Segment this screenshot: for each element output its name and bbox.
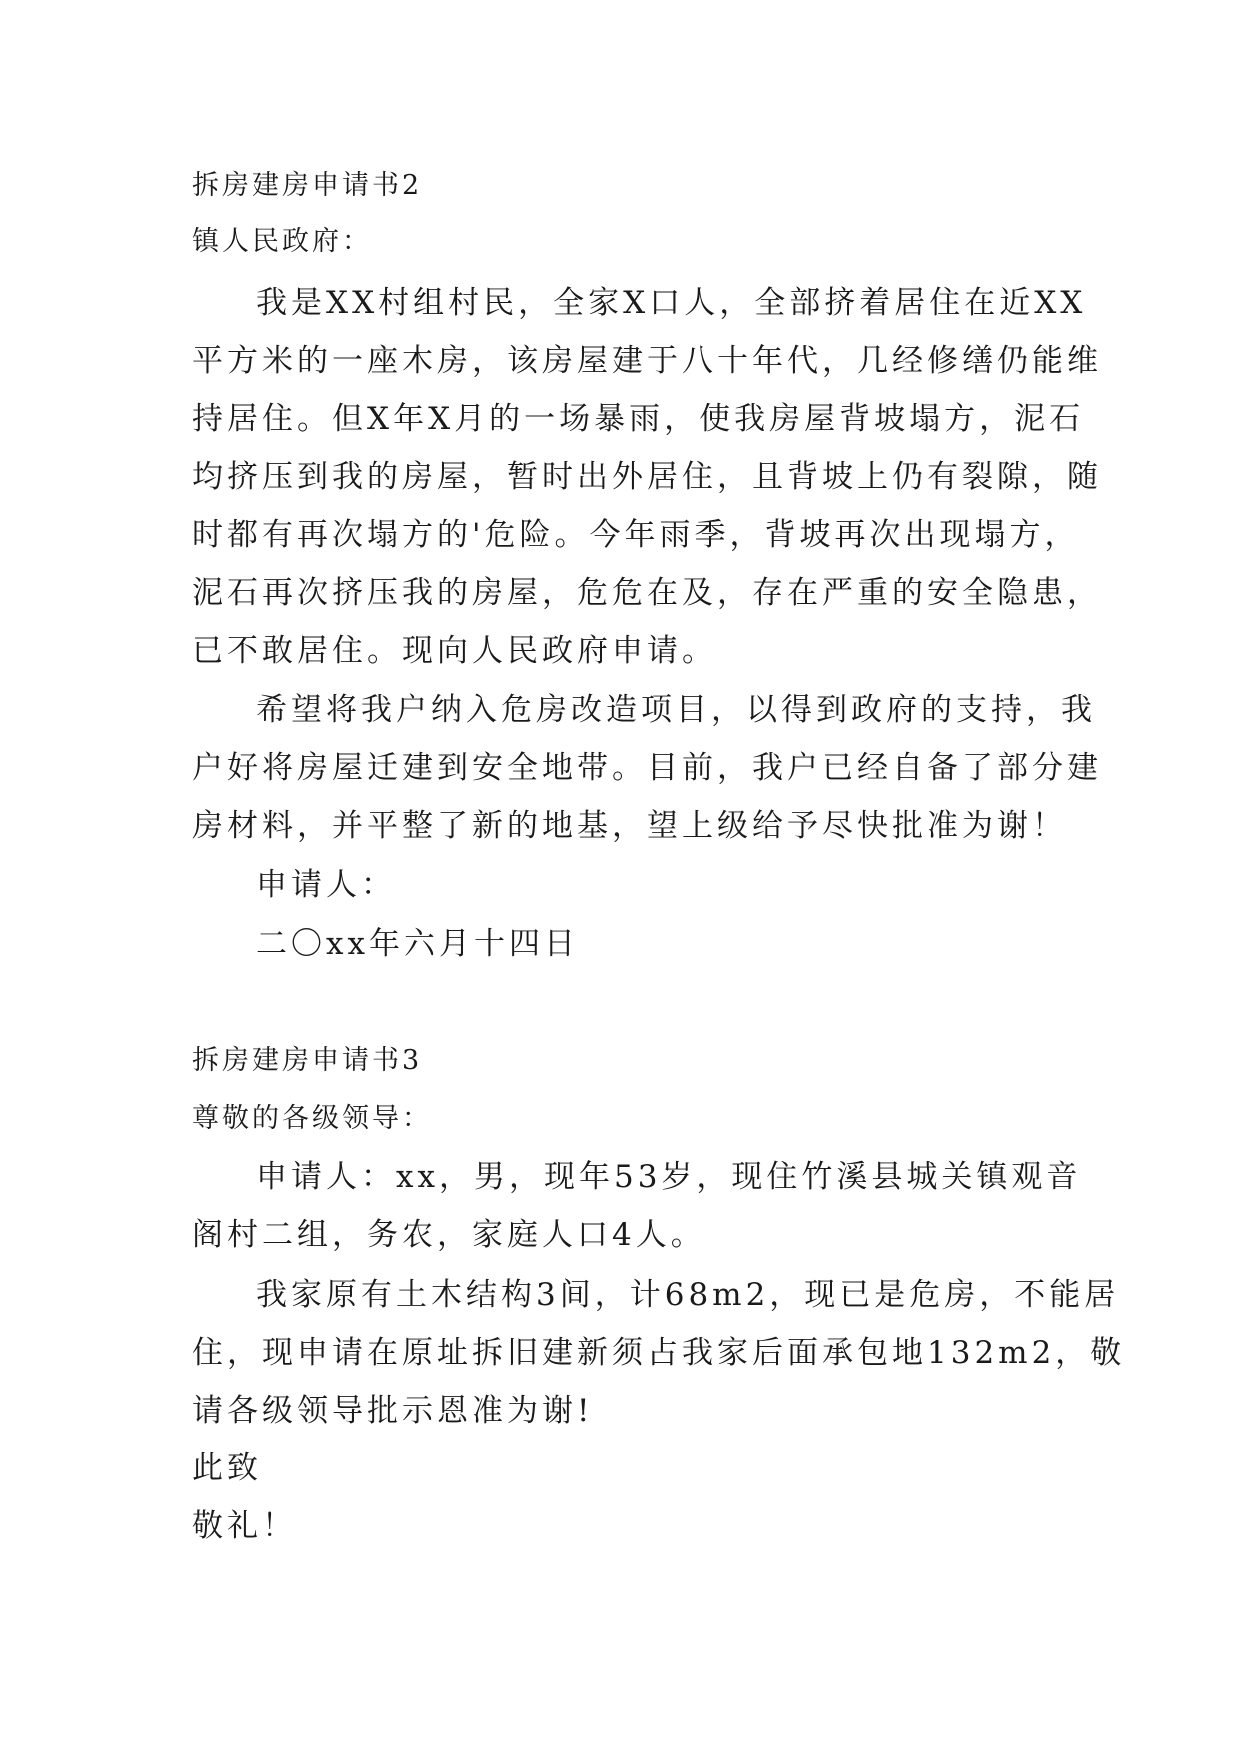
section2-p2-line2: 户好将房屋迁建到安全地带。目前，我户已经自备了部分建 [192,750,1102,786]
section2-title: 拆房建房申请书2 [192,170,423,201]
section2-p1-line3: 持居住。但X年X月的一场暴雨，使我房屋背坡塌方，泥石 [192,401,1085,437]
section2-p1-line4: 均挤压到我的房屋，暂时出外居住，且背坡上仍有裂隙，随 [192,459,1102,495]
section3-p2-line2: 住，现申请在原址拆旧建新须占我家后面承包地132m2，敬 [192,1335,1126,1371]
section2-applicant: 申请人： [256,867,396,903]
section3-p1-line1: 申请人：xx，男，现年53岁，现住竹溪县城关镇观音 [256,1159,1082,1195]
section2-salutation: 镇人民政府： [192,226,372,257]
section2-p1-line7: 已不敢居住。现向人民政府申请。 [192,633,717,669]
section3-closing-jingli: 敬礼！ [192,1508,297,1544]
section2-p1-line2: 平方米的一座木房，该房屋建于八十年代，几经修缮仍能维 [192,343,1102,379]
section2-p1-line5: 时都有再次塌方的'危险。今年雨季，背坡再次出现塌方， [192,517,1080,553]
section3-p2-line3: 请各级领导批示恩准为谢! [192,1393,594,1429]
section3-title: 拆房建房申请书3 [192,1045,423,1076]
section2-p2-line1: 希望将我户纳入危房改造项目，以得到政府的支持，我 [256,692,1096,728]
section2-date: 二〇xx年六月十四日 [256,926,579,962]
section2-p1-line6: 泥石再次挤压我的房屋，危危在及，存在严重的安全隐患， [192,575,1102,611]
section3-closing-zhici: 此致 [192,1450,262,1486]
section2-p2-line3: 房材料，并平整了新的地基，望上级给予尽快批准为谢！ [192,808,1067,844]
section3-p1-line2: 阁村二组，务农，家庭人口4人。 [192,1217,706,1253]
section3-p2-line1: 我家原有土木结构3间，计68m2，现已是危房，不能居 [256,1277,1120,1313]
section2-p1-line1: 我是XX村组村民，全家X口人，全部挤着居住在近XX [256,285,1087,321]
section3-salutation: 尊敬的各级领导： [192,1103,432,1134]
